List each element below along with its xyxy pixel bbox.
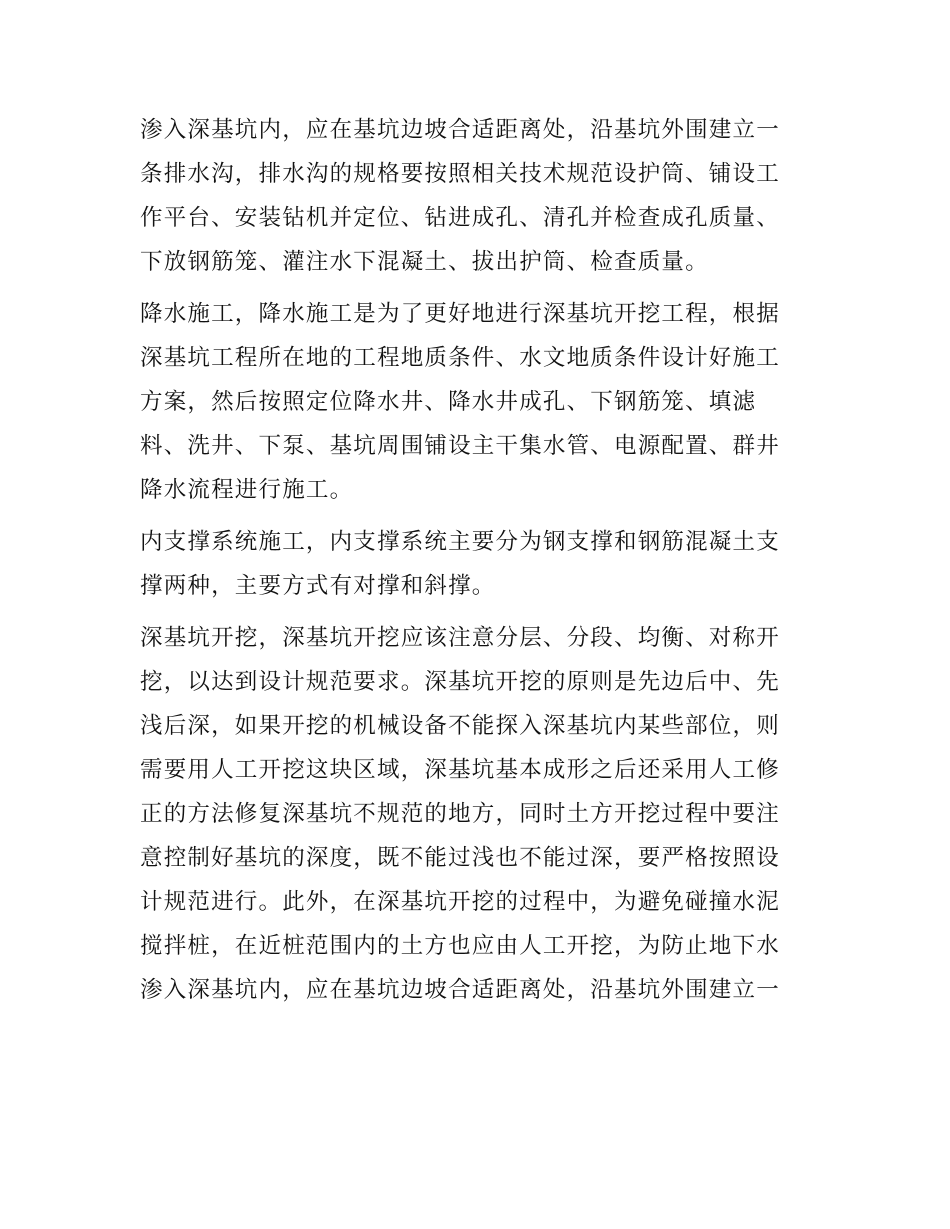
paragraph <box>140 292 820 512</box>
text-line: 需要用人工开挖这块区域，深基坑基本成形之后还采用人工修 <box>140 757 780 783</box>
text-line: 料、洗井、下泵、基坑周围铺设主干集水管、电源配置、群井 <box>140 433 780 459</box>
paragraph <box>140 108 820 284</box>
text-line: 搅拌桩，在近桩范围内的土方也应由人工开挖，为防止地下水 <box>140 933 780 959</box>
text-line: 条排水沟，排水沟的规格要按照相关技术规范设护筒、铺设工 <box>140 161 780 187</box>
text-line: 深基坑开挖，深基坑开挖应该注意分层、分段、均衡、对称开 <box>140 625 780 651</box>
text-line: 作平台、安装钻机并定位、钻进成孔、清孔并检查成孔质量、 <box>140 205 780 231</box>
paragraph <box>140 616 820 1012</box>
text-line: 降水施工，降水施工是为了更好地进行深基坑开挖工程，根据 <box>140 301 780 327</box>
text-line: 挖，以达到设计规范要求。深基坑开挖的原则是先边后中、先 <box>140 669 780 695</box>
document-body <box>140 108 820 1012</box>
text-line: 方案，然后按照定位降水井、降水井成孔、下钢筋笼、填滤 <box>140 389 757 415</box>
text-line: 浅后深，如果开挖的机械设备不能探入深基坑内某些部位，则 <box>140 713 780 739</box>
text-line: 渗入深基坑内，应在基坑边坡合适距离处，沿基坑外围建立一 <box>140 977 780 1003</box>
paragraph <box>140 520 820 608</box>
text-line: 内支撑系统施工，内支撑系统主要分为钢支撑和钢筋混凝土支 <box>140 529 780 555</box>
text-line: 计规范进行。此外，在深基坑开挖的过程中，为避免碰撞水泥 <box>140 889 780 915</box>
text-line: 意控制好基坑的深度，既不能过浅也不能过深，要严格按照设 <box>140 845 780 871</box>
text-line: 撑两种，主要方式有对撑和斜撑。 <box>140 573 496 599</box>
text-line: 下放钢筋笼、灌注水下混凝土、拔出护筒、检查质量。 <box>140 249 709 275</box>
text-line: 深基坑工程所在地的工程地质条件、水文地质条件设计好施工 <box>140 345 780 371</box>
text-line: 正的方法修复深基坑不规范的地方，同时土方开挖过程中要注 <box>140 801 780 827</box>
text-line: 降水流程进行施工。 <box>140 477 354 503</box>
text-line: 渗入深基坑内，应在基坑边坡合适距离处，沿基坑外围建立一 <box>140 117 780 143</box>
